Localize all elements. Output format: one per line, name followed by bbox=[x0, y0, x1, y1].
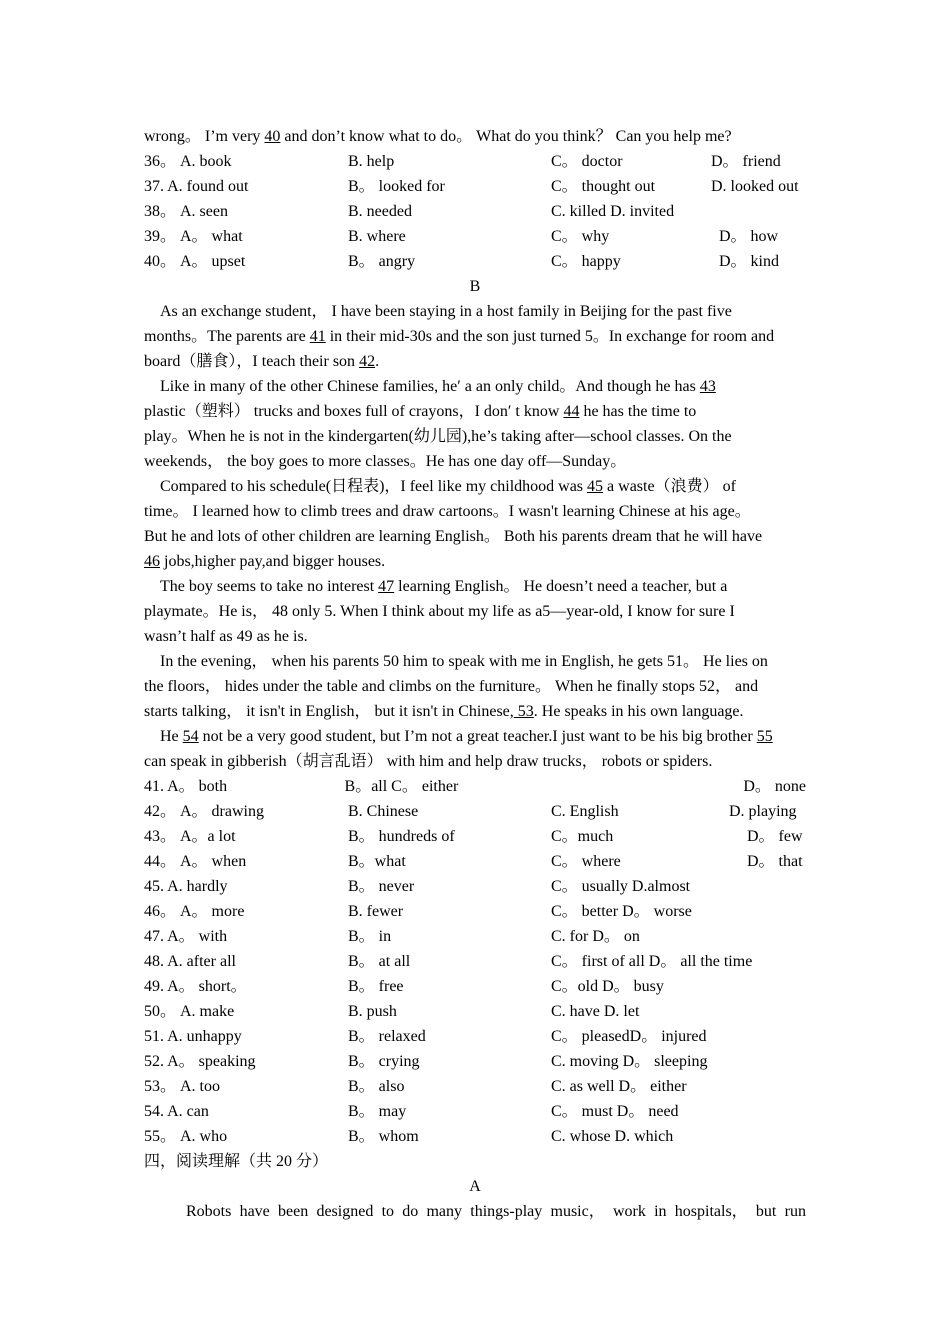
text: starts talking， it isn't in English， but it isn't in Chinese, bbox=[144, 703, 514, 720]
blank-47: 47 bbox=[378, 578, 395, 595]
option-q: 49. A。 short。 bbox=[144, 978, 247, 995]
word: things-play bbox=[470, 1203, 543, 1220]
option-c: C. have D. let bbox=[551, 1003, 640, 1020]
passage-b-p5-line2: the floors， hides under the table and climbs on the furniture。 When he finally stops 52， and bbox=[144, 678, 759, 695]
option-b: B。 looked for bbox=[348, 178, 445, 195]
option-c: C. for D。 on bbox=[551, 928, 640, 945]
word: have bbox=[239, 1203, 270, 1220]
option-row bbox=[144, 849, 806, 874]
text: Compared to his schedule(日程表)，I feel like my childhood was bbox=[160, 478, 588, 495]
passage-b-p4-line1 bbox=[144, 574, 806, 599]
option-b: B。 also bbox=[348, 1078, 405, 1095]
option-c: C. whose D. which bbox=[551, 1128, 674, 1145]
option-row bbox=[144, 224, 806, 249]
option-q: 50。 A. make bbox=[144, 1003, 235, 1020]
word: run bbox=[784, 1203, 806, 1220]
option-row bbox=[144, 1124, 806, 1149]
option-q: 38。 A. seen bbox=[144, 203, 228, 220]
passage-b-p4-line3: wasn’t half as 49 as he is. bbox=[144, 628, 308, 645]
options-block-b bbox=[144, 774, 806, 1149]
word: do bbox=[402, 1203, 419, 1220]
passage-b-p5-line3 bbox=[144, 699, 806, 724]
passage-a-tail bbox=[144, 124, 806, 149]
option-b: B。 whom bbox=[348, 1128, 419, 1145]
text: not be a very good student, but I’m not a great teacher.I just want to be his big brother bbox=[198, 728, 757, 745]
option-c: C。 pleasedD。 injured bbox=[551, 1028, 707, 1045]
text: board（膳食），I teach their son bbox=[144, 353, 360, 370]
blank-53: 53 bbox=[513, 703, 534, 720]
option-q: 47. A。 with bbox=[144, 928, 228, 945]
blank-54: 54 bbox=[182, 728, 199, 745]
option-b: B。 in bbox=[348, 928, 392, 945]
option-c: C。 where bbox=[551, 853, 621, 870]
option-b: B。 at all bbox=[348, 953, 411, 970]
blank-55: 55 bbox=[756, 728, 773, 745]
option-row bbox=[144, 1074, 806, 1099]
passage-b-p1-line2 bbox=[144, 324, 806, 349]
option-b: B. push bbox=[348, 1003, 397, 1020]
option-c: C。 must D。 need bbox=[551, 1103, 679, 1120]
section-b-label: B bbox=[469, 278, 481, 295]
blank-42: 42 bbox=[359, 353, 376, 370]
text: . He speaks in his own language. bbox=[533, 703, 744, 720]
option-q: 54. A. can bbox=[144, 1103, 209, 1120]
option-row bbox=[144, 874, 806, 899]
option-b: B。what bbox=[348, 853, 406, 870]
option-d: D. looked out bbox=[711, 178, 799, 195]
word: music， bbox=[550, 1203, 605, 1220]
section4-first-line bbox=[144, 1199, 806, 1224]
text: learning English。 He doesn’t need a teacher, but a bbox=[394, 578, 728, 595]
section4-a-label: A bbox=[469, 1178, 481, 1195]
text: in their mid-30s and the son just turned 5。In exchange for room and bbox=[325, 328, 775, 345]
section4-heading: 四，阅读理解（共 20 分） bbox=[144, 1153, 329, 1170]
option-b: B。 hundreds of bbox=[348, 828, 455, 845]
option-row bbox=[144, 1099, 806, 1124]
option-row bbox=[144, 199, 806, 224]
option-b: B. help bbox=[348, 153, 395, 170]
passage-b-p5-line1: In the evening， when his parents 50 him to speak with me in English, he gets 51。 He lies on bbox=[160, 653, 768, 670]
passage-b-p1-line1: As an exchange student， I have been staying in a host family in Beijing for the past five bbox=[160, 303, 732, 320]
option-row bbox=[144, 1049, 806, 1074]
blank-41: 41 bbox=[309, 328, 326, 345]
blank-45: 45 bbox=[587, 478, 604, 495]
option-q: 52. A。 speaking bbox=[144, 1053, 256, 1070]
passage-b-p2-line2 bbox=[144, 399, 806, 424]
option-c: C. as well D。 either bbox=[551, 1078, 687, 1095]
text: jobs,higher pay,and bigger houses. bbox=[160, 553, 386, 570]
option-c: C。 doctor bbox=[551, 153, 623, 170]
blank-40: 40 bbox=[264, 128, 281, 145]
option-c: C。much bbox=[551, 828, 614, 845]
option-row bbox=[144, 824, 806, 849]
passage-b-p4-line2: playmate。He is， 48 only 5. When I think about my life as a5—year-old, I know for sure I bbox=[144, 603, 735, 620]
option-row bbox=[144, 249, 806, 274]
word: designed bbox=[316, 1203, 374, 1220]
passage-b-p2-line3: play。When he is not in the kindergarten(幼儿园),he’s taking after—school classes. On the bbox=[144, 428, 732, 445]
option-row bbox=[144, 149, 806, 174]
option-row bbox=[144, 974, 806, 999]
option-b: B. needed bbox=[348, 203, 412, 220]
blank-46: 46 bbox=[144, 553, 160, 570]
option-row bbox=[144, 999, 806, 1024]
text: a waste（浪费） of bbox=[603, 478, 736, 495]
word: in bbox=[654, 1203, 667, 1220]
option-q: 40。 A。 upset bbox=[144, 253, 246, 270]
passage-b-p2-line4: weekends， the boy goes to more classes。He has one day off—Sunday。 bbox=[144, 453, 627, 470]
option-row bbox=[144, 799, 806, 824]
text: plastic（塑料） trucks and boxes full of crayons，I don′ t know bbox=[144, 403, 564, 420]
word: hospitals， bbox=[674, 1203, 748, 1220]
option-c: C。 usually D.almost bbox=[551, 878, 691, 895]
option-q: 48. A. after all bbox=[144, 953, 236, 970]
word: many bbox=[426, 1203, 463, 1220]
text: . bbox=[375, 353, 380, 370]
option-row bbox=[144, 924, 806, 949]
option-c: C. English bbox=[551, 803, 619, 820]
option-row bbox=[144, 949, 806, 974]
option-c: C。 thought out bbox=[551, 178, 656, 195]
text: and don’t know what to do。 What do you think？ Can you help me? bbox=[280, 128, 732, 145]
word: been bbox=[278, 1203, 309, 1220]
document-page bbox=[144, 124, 806, 1224]
blank-44: 44 bbox=[563, 403, 580, 420]
text: Like in many of the other Chinese families, he′ a an only child。And though he has bbox=[160, 378, 700, 395]
passage-b-p3-line2: time。 I learned how to climb trees and draw cartoons。I wasn't learning Chinese at his age。 bbox=[144, 503, 751, 520]
option-q: 53。 A. too bbox=[144, 1078, 221, 1095]
options-block-a bbox=[144, 149, 806, 274]
option-row bbox=[144, 899, 806, 924]
option-q: 36。 A. book bbox=[144, 153, 232, 170]
option-row bbox=[144, 774, 806, 799]
text: The boy seems to take no interest bbox=[160, 578, 379, 595]
word: Robots bbox=[186, 1203, 232, 1220]
option-row bbox=[144, 174, 806, 199]
option-b: B。 free bbox=[348, 978, 404, 995]
option-q: 37. A. found out bbox=[144, 178, 249, 195]
option-c: C. moving D。 sleeping bbox=[551, 1053, 708, 1070]
blank-43: 43 bbox=[699, 378, 716, 395]
passage-b-p3-line1 bbox=[144, 474, 806, 499]
option-d: D。 none bbox=[743, 778, 806, 795]
option-d: D。 how bbox=[719, 228, 779, 245]
word: to bbox=[381, 1203, 395, 1220]
option-b: B. fewer bbox=[348, 903, 404, 920]
option-d: D. playing bbox=[729, 803, 797, 820]
option-q: 46。 A。 more bbox=[144, 903, 245, 920]
option-b: B。 angry bbox=[348, 253, 416, 270]
option-d: D。 friend bbox=[711, 153, 781, 170]
option-q: 45. A. hardly bbox=[144, 878, 228, 895]
option-c: C。 why bbox=[551, 228, 610, 245]
option-d: D。 that bbox=[747, 853, 803, 870]
option-q: 39。 A。 what bbox=[144, 228, 243, 245]
option-c: C。 better D。 worse bbox=[551, 903, 692, 920]
option-b: B. where bbox=[348, 228, 406, 245]
passage-b-p3-line3: But he and lots of other children are learning English。 Both his parents dream that he will have bbox=[144, 528, 763, 545]
text: months。The parents are bbox=[144, 328, 310, 345]
passage-b-p2-line1 bbox=[144, 374, 806, 399]
passage-b-p3-line4 bbox=[144, 549, 806, 574]
option-row bbox=[144, 1024, 806, 1049]
option-b: B。 may bbox=[348, 1103, 407, 1120]
option-c: C。 first of all D。 all the time bbox=[551, 953, 753, 970]
option-c: C。old D。 busy bbox=[551, 978, 664, 995]
option-b: B. Chinese bbox=[348, 803, 419, 820]
option-b: B。all C。 either bbox=[344, 778, 459, 795]
option-q: 44。 A。 when bbox=[144, 853, 247, 870]
option-q: 42。 A。 drawing bbox=[144, 803, 264, 820]
text: he has the time to bbox=[579, 403, 697, 420]
option-c: C。 happy bbox=[551, 253, 621, 270]
text: He bbox=[160, 728, 183, 745]
text: wrong。 I’m very bbox=[144, 128, 265, 145]
passage-b-p6-line1 bbox=[144, 724, 806, 749]
option-q: 55。 A. who bbox=[144, 1128, 228, 1145]
option-d: D。 few bbox=[747, 828, 803, 845]
option-b: B。 relaxed bbox=[348, 1028, 426, 1045]
option-c: C. killed D. invited bbox=[551, 203, 675, 220]
option-q: 43。 A。a lot bbox=[144, 828, 236, 845]
option-c bbox=[544, 774, 701, 799]
option-d: D。 kind bbox=[719, 253, 780, 270]
option-q: 41. A。 both bbox=[144, 778, 228, 795]
option-b: B。 never bbox=[348, 878, 415, 895]
option-q: 51. A. unhappy bbox=[144, 1028, 242, 1045]
option-b: B。 crying bbox=[348, 1053, 420, 1070]
passage-b-p6-line2: can speak in gibberish（胡言乱语） with him and help draw trucks， robots or spiders. bbox=[144, 753, 713, 770]
word: but bbox=[755, 1203, 777, 1220]
word: work bbox=[612, 1203, 646, 1220]
passage-b-p1-line3 bbox=[144, 349, 806, 374]
